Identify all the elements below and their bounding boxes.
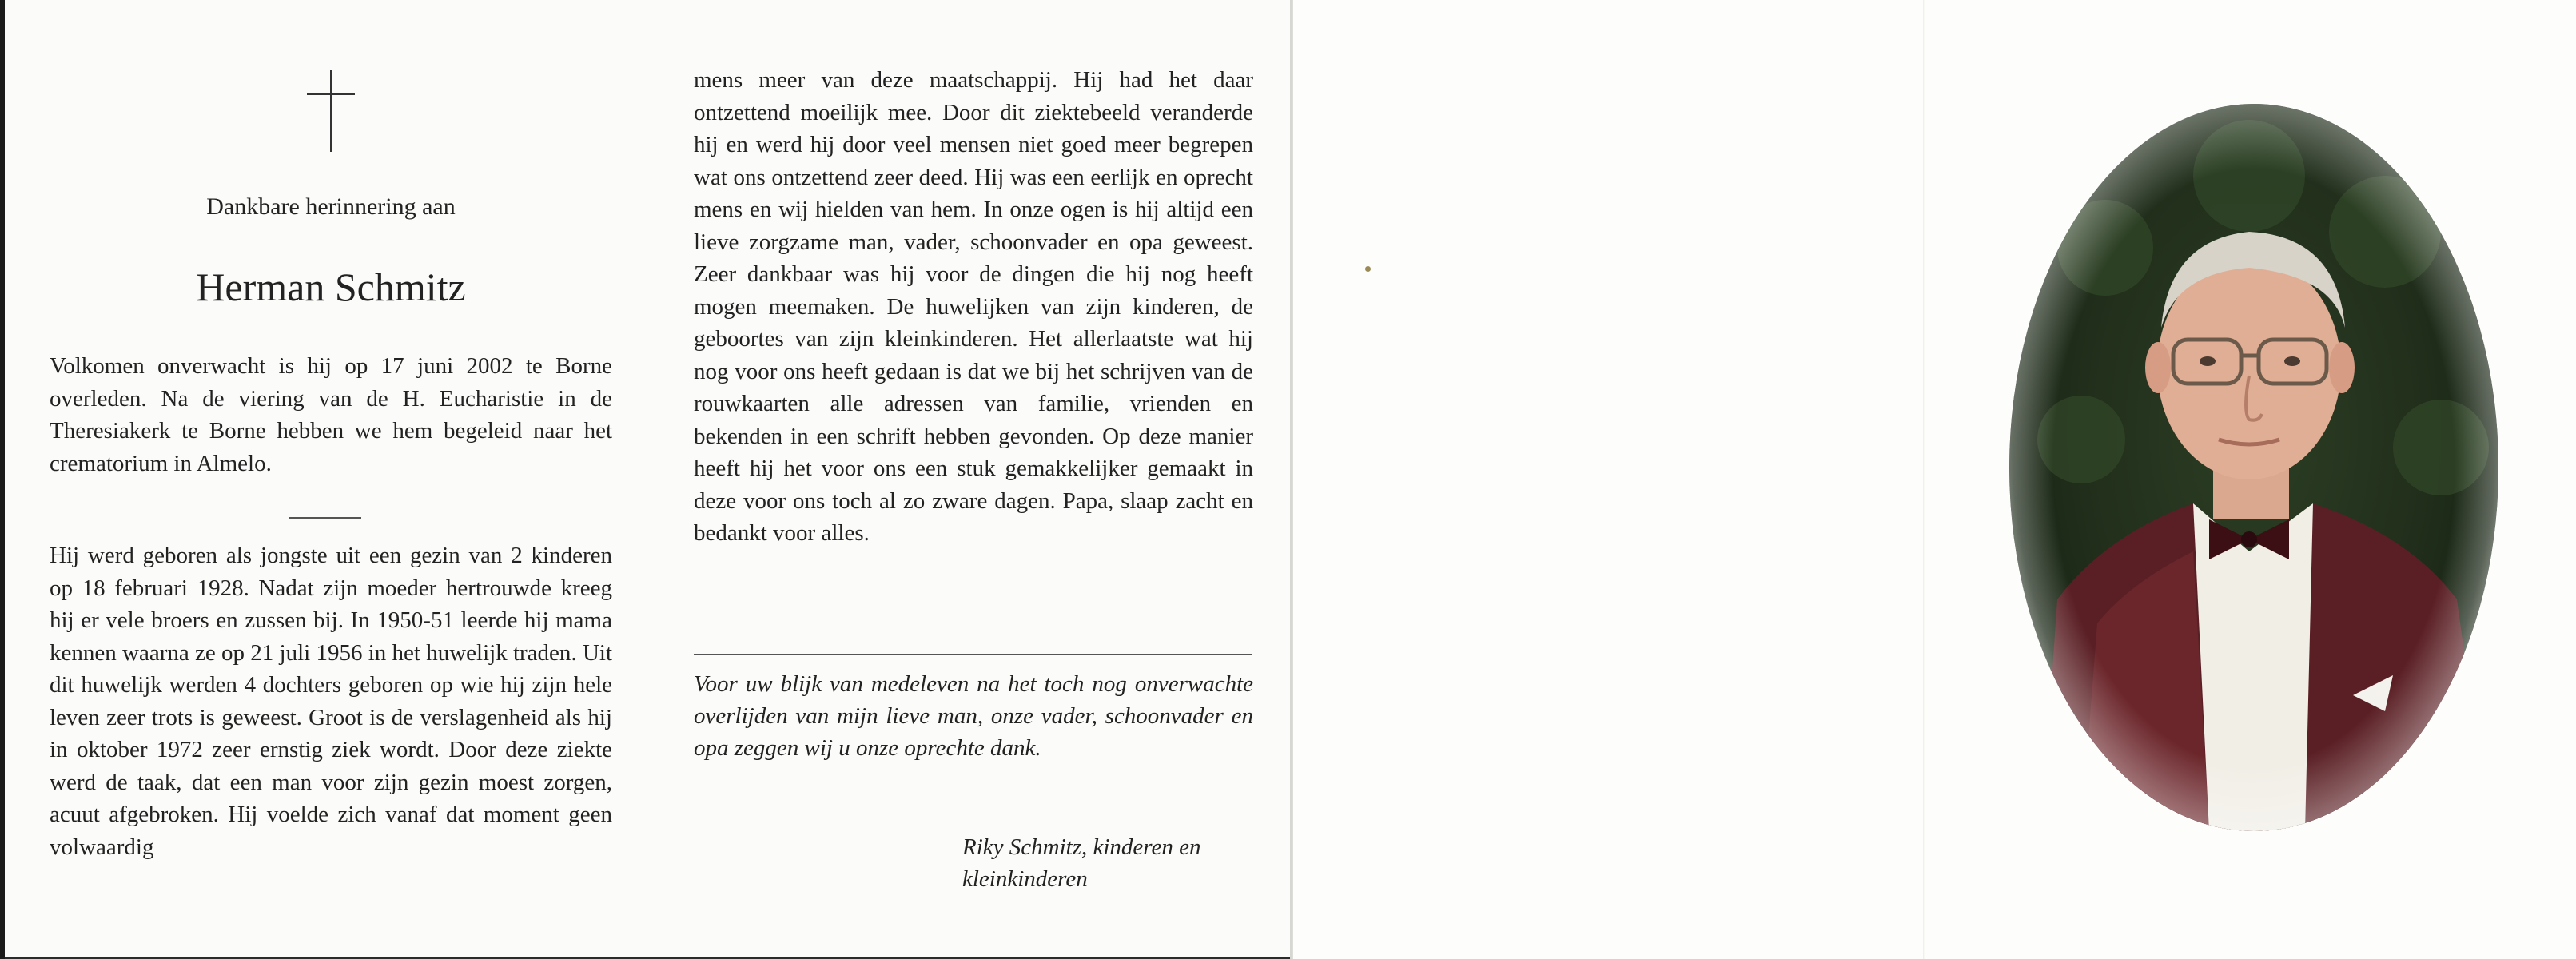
- memorial-card-photo-page: [1292, 0, 2576, 959]
- portrait-photo: [2009, 104, 2498, 831]
- inner-fold: [1923, 0, 1925, 959]
- divider: [694, 654, 1252, 655]
- thanks-paragraph: Voor uw blijk van medeleven na het toch nog onverwachte overlijden van mijn lieve man, onze vader, schoonvader en opa zeggen wij u onze oprechte dank.: [694, 671, 1253, 761]
- photo-vignette: [2009, 104, 2498, 831]
- biography-continued-paragraph: mens meer van deze maatschappij. Hij had het daar ontzettend moeilijk mee. Door dit ziektebeeld veranderde hij en werd hij door veel mensen niet goed meer begrepen wat ons ontzettend zeer deed. Hij was een eerlijk en oprecht mens en wij hielden van hem. In onze ogen is hij altijd een lieve zorgzame man, vader, schoonvader en opa geweest. Zeer dankbaar was hij voor de dingen die hij nog heeft mogen meemaken. De huwelijken van zijn kinderen, de geboortes van zijn kleinkinderen. Het allerlaatste wat hij nog voor ons heeft gedaan is dat we bij het schrijven van de rouwkaarten alle adressen van familie, vrienden en bekenden in een schrift hebben gevonden. Op deze manier heeft hij het voor ons een stuk gemakkelijker gemaakt in deze voor ons toch al zo zware dagen. Papa, slaap zacht en bedankt voor alles.: [694, 67, 1253, 546]
- death-announcement-paragraph: Volkomen onverwacht is hij op 17 juni 2002 te Borne overleden. Na de viering van de H. Eucharistie in de Theresiakerk te Borne hebben we hem begeleid naar het crematorium in Almelo.: [50, 353, 612, 476]
- signature: Riky Schmitz, kinderen en kleinkinderen: [962, 834, 1201, 892]
- cross-icon: [307, 70, 355, 152]
- divider: [289, 517, 361, 519]
- intro-text: Dankbare herinnering aan: [206, 193, 456, 220]
- memorial-card-text-page: [5, 0, 1292, 959]
- paper-speck: [1365, 266, 1371, 272]
- deceased-name: Herman Schmitz: [196, 265, 466, 309]
- biography-paragraph: Hij werd geboren als jongste uit een gezin van 2 kinderen op 18 februari 1928. Nadat zijn moeder hertrouwde kreeg hij er vele broers en zussen bij. In 1950-51 leerde hij mama kennen waarna ze op 21 juli 1956 in het huwelijk traden. Uit dit huwelijk werden 4 dochters geboren op wie hij zijn hele leven zeer trots is geweest. Groot is de verslagenheid als hij in oktober 1972 zeer ernstig ziek wordt. Door deze ziekte werd de taak, dat een man voor zijn gezin moest zorgen, acuut afgebroken. Hij voelde zich vanaf dat moment geen volwaardig: [50, 543, 612, 860]
